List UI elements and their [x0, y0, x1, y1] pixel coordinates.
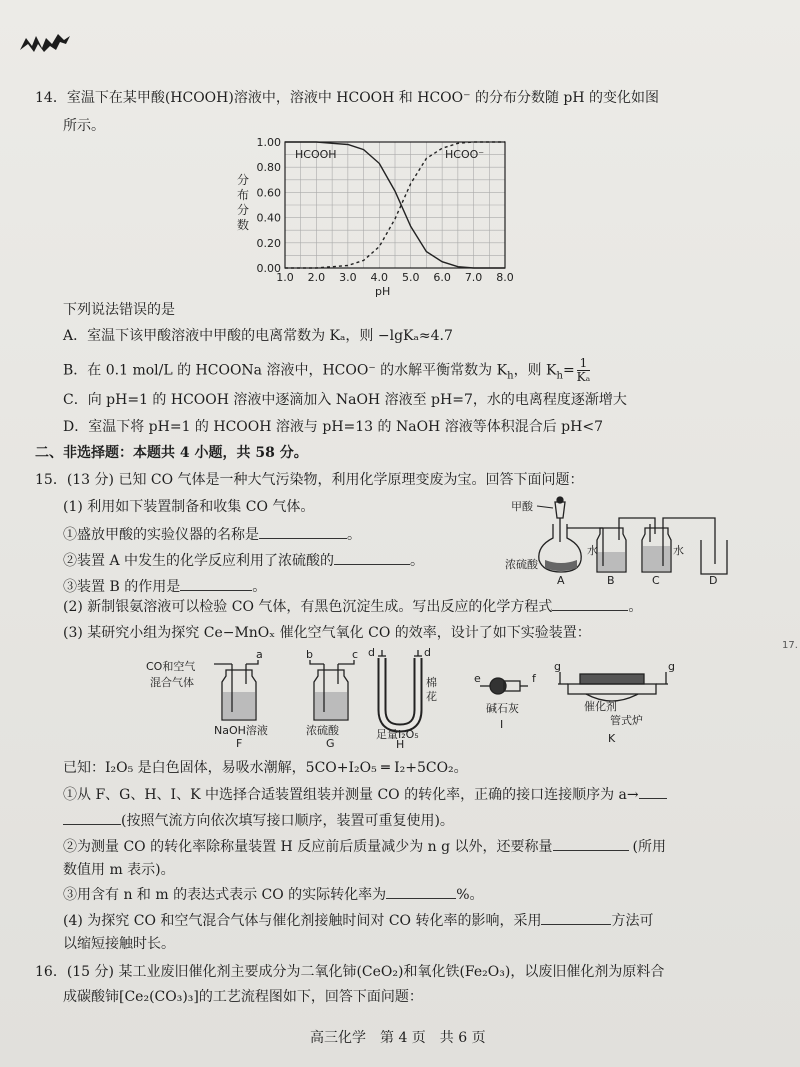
port-d2: d: [424, 648, 431, 659]
q16-line2: 成碳酸铈[Ce₂(CO₃)₃]的工艺流程图如下，回答下面问题：: [63, 989, 423, 1005]
q15-known: 已知：I₂O₅ 是白色固体，易吸水潮解，5CO+I₂O₅ ═ I₂+5CO₂。: [63, 760, 468, 776]
x-tick-label: 1.0: [276, 271, 294, 284]
label-water-c: 水: [673, 544, 684, 557]
y-axis-label-char: 布: [237, 188, 250, 202]
port-g2: g: [668, 660, 675, 673]
label-gas-1: CO和空气: [146, 660, 196, 673]
label-g: G: [326, 737, 335, 748]
answer-blank[interactable]: [259, 524, 347, 539]
q15-stem: 15．(13 分) 已知 CO 气体是一种大气污染物，利用化学原理变废为宝。回答下面问题：: [35, 472, 584, 488]
label-i: I: [500, 718, 504, 731]
label-water-b: 水: [587, 544, 598, 557]
port-c: c: [352, 648, 359, 661]
q15-part4: (4) 为探究 CO 和空气混合气体与催化剂接触时间对 CO 转化率的影响，采用 方法可: [63, 910, 653, 931]
q14-stem-line2: 所示。: [63, 118, 105, 134]
x-tick-label: 4.0: [370, 271, 389, 284]
series-label-hcooh: HCOOH: [295, 148, 337, 161]
label-cotton-2: 花: [426, 690, 437, 703]
q14-option-c: C．向 pH=1 的 HCOOH 溶液中逐滴加入 NaOH 溶液至 pH=7，水的电离程度逐渐增大: [63, 392, 627, 408]
label-c: C: [652, 574, 660, 586]
port-d1: d: [368, 648, 375, 659]
q15-part1-c: ③装置 B 的作用是 。: [63, 576, 266, 597]
y-tick-label: 0.00: [256, 262, 281, 275]
label-formic-acid: 甲酸: [511, 500, 533, 513]
port-e: e: [474, 672, 481, 685]
x-tick-label: 3.0: [339, 271, 357, 284]
distribution-chart: [225, 132, 525, 302]
q15-q3-1b: (按照气流方向依次填写接口顺序，装置可重复使用)。: [63, 810, 454, 831]
q15-part2: (2) 新制银氨溶液可以检验 CO 气体，有黑色沉淀生成。写出反应的化学方程式 。: [63, 596, 642, 617]
x-tick-label: 2.0: [307, 271, 326, 284]
q16-line1: 16．(15 分) 某工业废旧催化剂主要成分为二氧化铈(CeO₂)和氧化铁(Fe₂O₃)，以废旧催化剂为原料合: [35, 964, 665, 980]
label-cotton-1: 棉: [426, 676, 437, 689]
x-tick-label: 6.0: [433, 271, 451, 284]
q15-part4-cont: 以缩短接触时长。: [63, 936, 175, 952]
y-axis-label-char: 分: [237, 203, 250, 217]
answer-blank[interactable]: [541, 910, 611, 925]
q14-prompt: 下列说法错误的是: [63, 302, 175, 318]
label-k: K: [608, 732, 616, 745]
q15-part3: (3) 某研究小组为探究 Ce−MnOₓ 催化空气氧化 CO 的效率，设计了如下实验装置：: [63, 625, 591, 641]
q15-q3-1a: ①从 F、G、H、I、K 中选择合适装置组装并测量 CO 的转化率，正确的接口连接顺序为 a→: [63, 784, 667, 805]
y-tick-label: 0.20: [256, 236, 281, 250]
label-i2o5: 足量I₂O₅: [376, 728, 419, 741]
label-b: B: [607, 574, 615, 586]
label-f: F: [236, 737, 243, 748]
x-axis-label: pH: [375, 285, 391, 298]
port-b: b: [306, 648, 313, 661]
q15-part1: (1) 利用如下装置制备和收集 CO 气体。: [63, 499, 315, 515]
y-tick-label: 0.40: [256, 211, 281, 225]
section2-title: 二、非选择题：本题共 4 小题，共 58 分。: [35, 445, 308, 461]
page-footer: 高三化学 第 4 页 共 6 页: [310, 1030, 486, 1046]
series-label-hcoo: HCOO⁻: [445, 148, 485, 161]
x-tick-label: 5.0: [401, 271, 420, 284]
label-naoh: NaOH溶液: [214, 724, 268, 737]
label-catalyst: 催化剂: [584, 700, 617, 713]
label-h: H: [396, 738, 405, 748]
answer-blank[interactable]: [63, 810, 121, 825]
q14-option-b: B．在 0.1 mol/L 的 HCOONa 溶液中，HCOO⁻ 的水解平衡常数为 $K_h$，则 $K_h=$ $\frac{1}{\text{Kₐ}}$: [63, 356, 591, 384]
y-tick-label: 0.60: [256, 186, 281, 200]
label-conc-h2so4: 浓硫酸: [505, 558, 538, 571]
q15-q3-2a: ②为测量 CO 的转化率除称量装置 H 反应前后质量减少为 n g 以外，还要称量 (所用: [63, 836, 666, 857]
answer-blank[interactable]: [180, 576, 252, 591]
q15-q3-2b: 数值用 m 表示)。: [63, 862, 175, 878]
apparatus-fghik-diagram: [140, 648, 700, 748]
answer-blank[interactable]: [552, 596, 628, 611]
y-tick-label: 1.00: [256, 136, 281, 149]
q14-stem-line1: 14．室温下在某甲酸(HCOOH)溶液中，溶液中 HCOOH 和 HCOO⁻ 的分布分数随 pH 的变化如图: [35, 90, 660, 106]
answer-blank[interactable]: [386, 884, 456, 899]
apparatus-abcd-diagram: [505, 494, 735, 586]
x-tick-label: 8.0: [496, 271, 514, 284]
label-h2so4: 浓硫酸: [306, 724, 339, 737]
q14-option-d: D．室温下将 pH=1 的 HCOOH 溶液与 pH=13 的 NaOH 溶液等体积混合后 pH<7: [63, 419, 603, 435]
answer-blank[interactable]: [639, 784, 667, 799]
y-axis-label-char: 数: [237, 218, 250, 232]
port-f: f: [532, 672, 536, 685]
margin-mark: 17.: [782, 640, 798, 651]
q15-part1-a: ①盛放甲酸的实验仪器的名称是 。: [63, 524, 361, 545]
y-tick-label: 0.80: [256, 161, 281, 175]
x-tick-label: 7.0: [464, 271, 483, 284]
bull-logo-icon: [18, 30, 74, 56]
q14-option-a: A．室温下该甲酸溶液中甲酸的电离常数为 Kₐ，则 −lgKₐ≈4.7: [63, 328, 453, 344]
label-a: A: [557, 574, 565, 586]
label-d: D: [709, 574, 718, 586]
port-g1: g: [554, 660, 561, 673]
answer-blank[interactable]: [334, 550, 410, 565]
q15-part1-b: ②装置 A 中发生的化学反应利用了浓硫酸的 。: [63, 550, 424, 571]
label-furnace: 管式炉: [610, 714, 643, 727]
port-a: a: [256, 648, 263, 661]
q15-q3-3: ③用含有 n 和 m 的表达式表示 CO 的实际转化率为 %。: [63, 884, 484, 905]
answer-blank[interactable]: [553, 836, 629, 851]
y-axis-label-char: 分: [237, 173, 250, 187]
label-soda-lime: 碱石灰: [486, 702, 519, 715]
label-gas-2: 混合气体: [150, 676, 194, 689]
